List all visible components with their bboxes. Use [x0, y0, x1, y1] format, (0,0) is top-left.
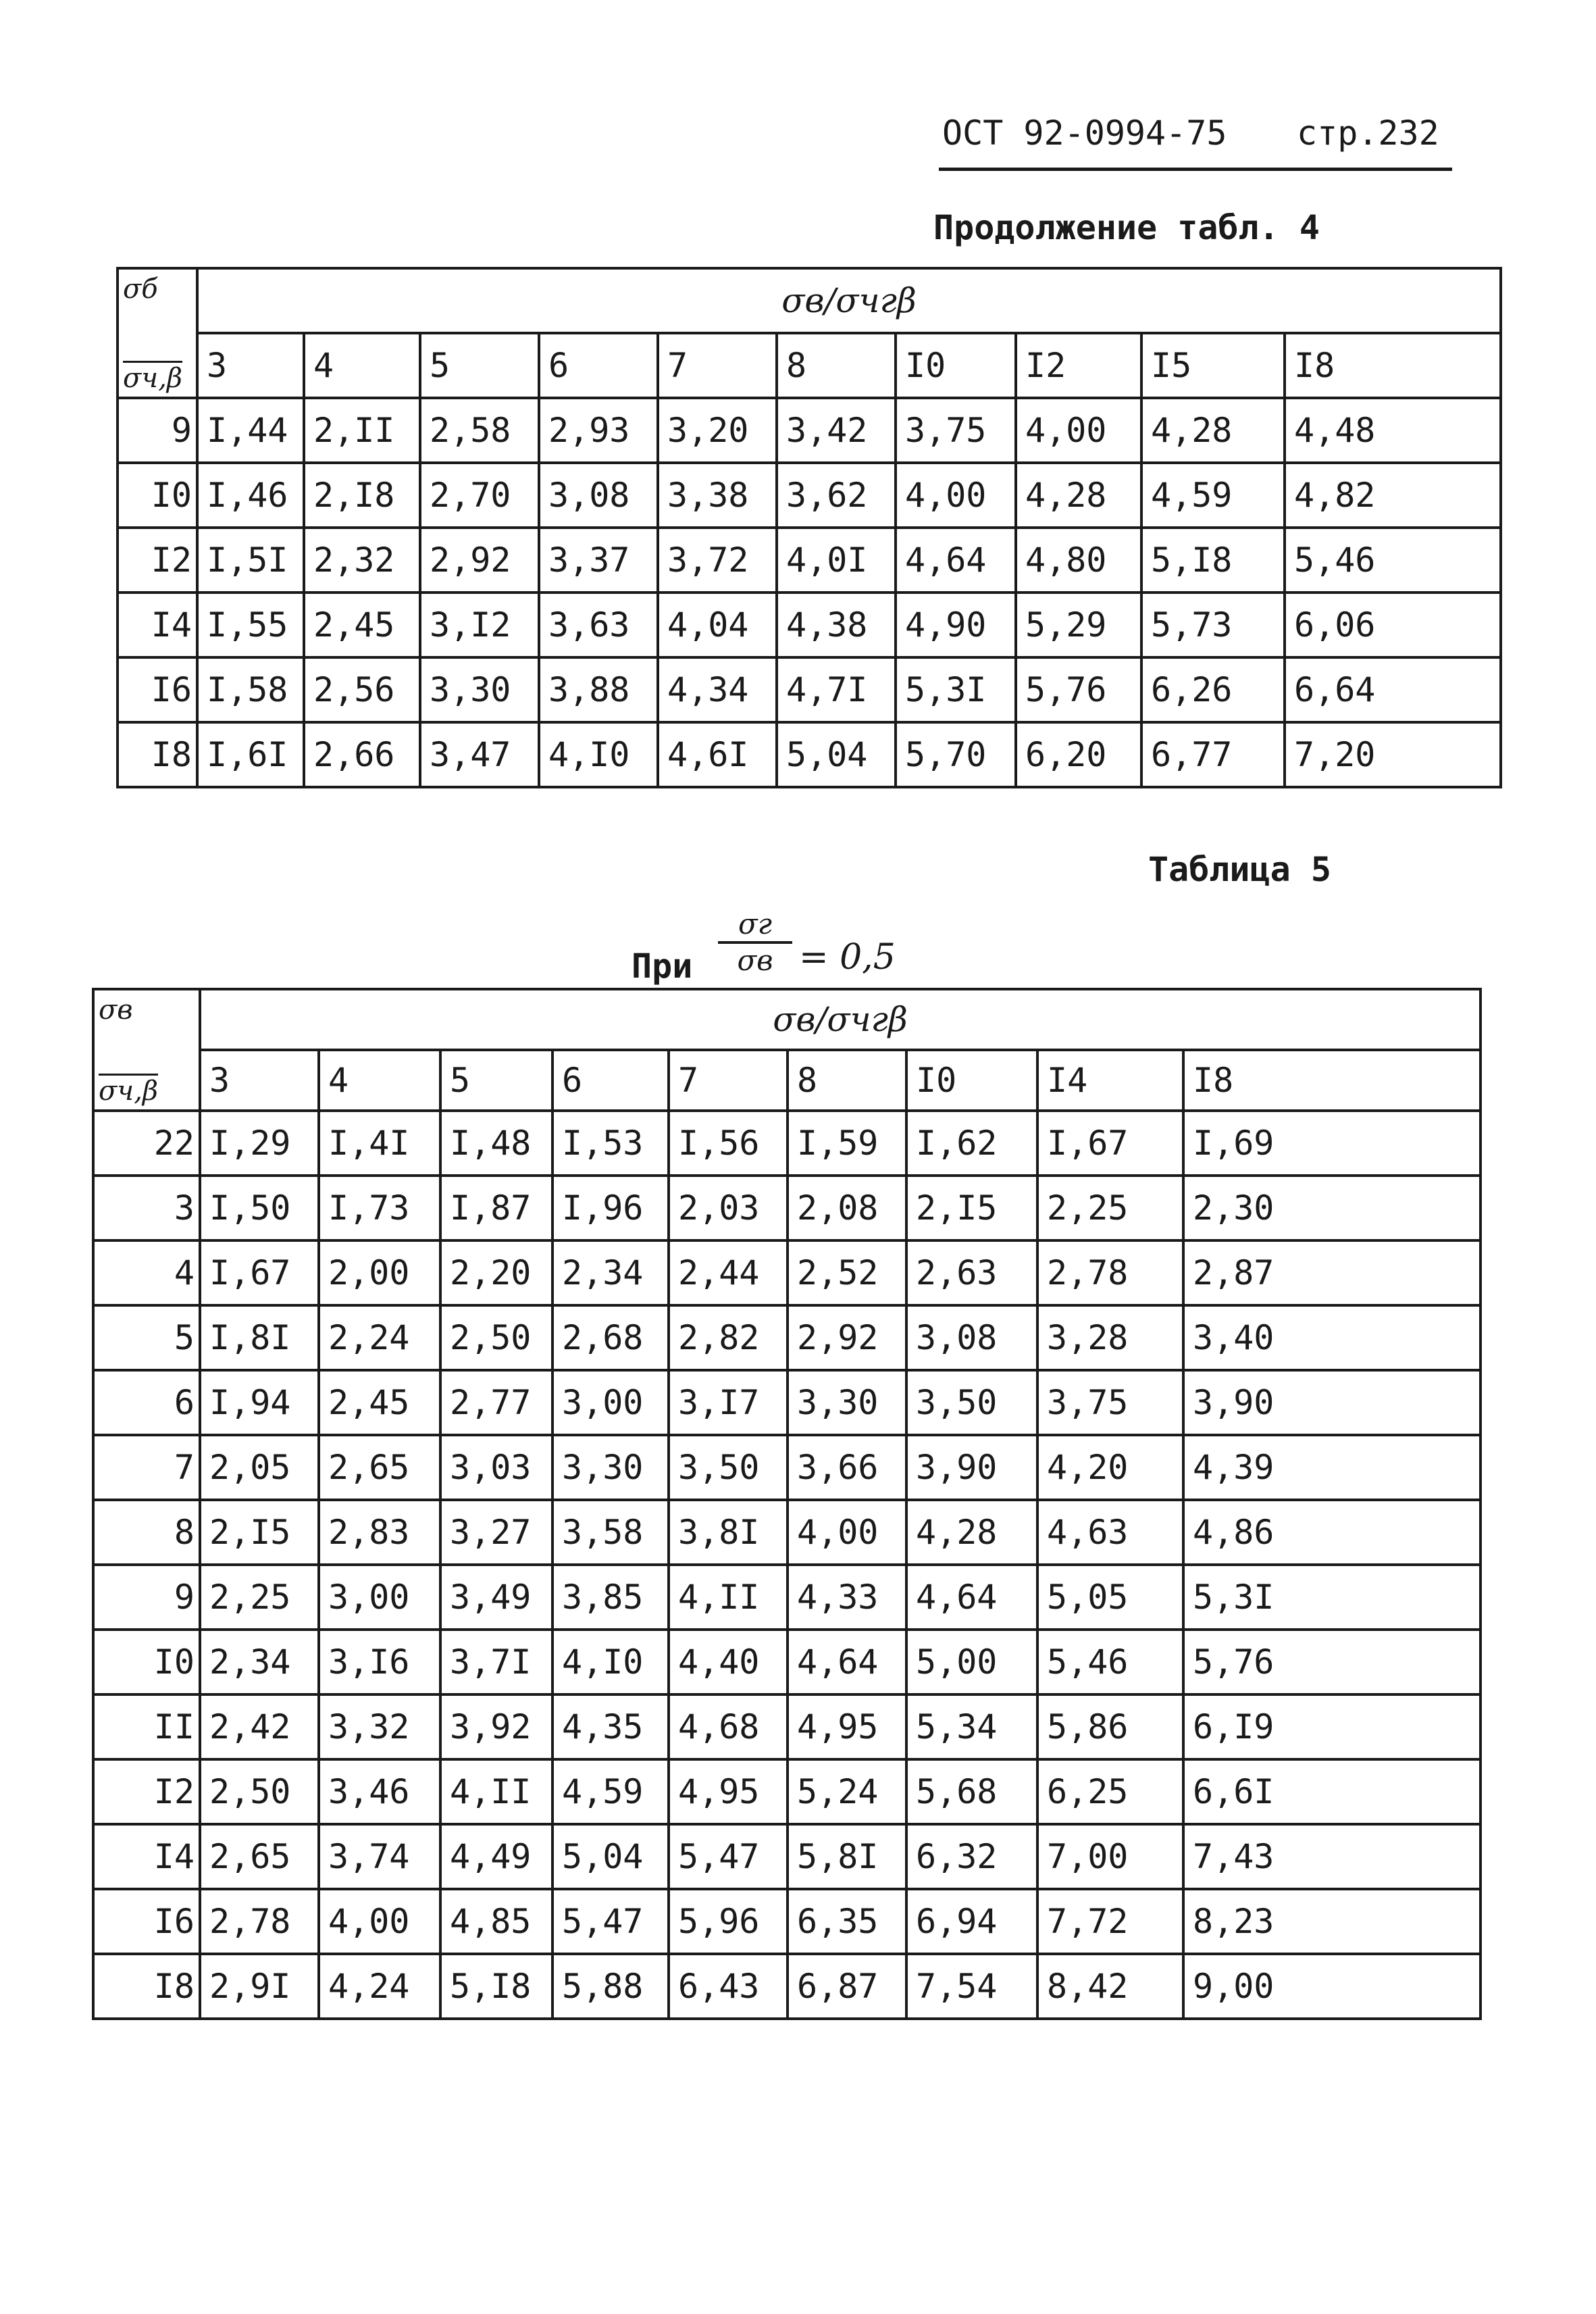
table-cell: 5,34	[906, 1694, 1037, 1759]
table-cell: 3,62	[777, 463, 896, 528]
table-cell: 2,66	[304, 722, 420, 787]
column-header: 3	[200, 1050, 319, 1111]
table-cell: 4,95	[669, 1759, 788, 1824]
condition-fraction	[718, 907, 792, 978]
table-cell: 3,28	[1037, 1305, 1183, 1370]
table-cell: 3,30	[420, 657, 539, 722]
table-cell: 2,44	[669, 1240, 788, 1305]
table-cell: 4,28	[906, 1500, 1037, 1565]
table-cell: 4,86	[1183, 1500, 1481, 1565]
table-cell: 5,96	[669, 1889, 788, 1954]
table-row	[118, 593, 1501, 657]
table-cell: 4,04	[658, 593, 777, 657]
row-header: 22	[93, 1111, 200, 1176]
row-header: 6	[93, 1370, 200, 1435]
table-cell: 2,78	[1037, 1240, 1183, 1305]
table-cell: 3,00	[319, 1565, 440, 1630]
table-cell: 5,47	[552, 1889, 669, 1954]
table-cell: 5,70	[896, 722, 1016, 787]
table-cell: 5,24	[788, 1759, 906, 1824]
table-cell: 6,77	[1141, 722, 1285, 787]
table-cell: 4,I0	[539, 722, 658, 787]
table-row	[93, 1889, 1481, 1954]
table-cell: 2,I5	[200, 1500, 319, 1565]
table-cell: 2,25	[1037, 1176, 1183, 1240]
table-cell: 3,03	[440, 1435, 552, 1500]
table-cell: 7,54	[906, 1954, 1037, 2019]
condition-denominator: σв	[737, 944, 773, 977]
row-header: I6	[118, 657, 197, 722]
table-cell: 5,76	[1016, 657, 1141, 722]
table-cell: 5,47	[669, 1824, 788, 1889]
table-cell: 5,76	[1183, 1630, 1481, 1694]
table-cell: 5,8I	[788, 1824, 906, 1889]
table-cell: 2,45	[319, 1370, 440, 1435]
table-cell: 3,75	[1037, 1370, 1183, 1435]
table5-corner-header	[93, 989, 200, 1111]
table-cell: I,5I	[197, 528, 304, 593]
table-row	[93, 1954, 1481, 2019]
table-cell: 4,49	[440, 1824, 552, 1889]
table4-caption: Продолжение табл. 4	[933, 208, 1320, 247]
table-cell: 4,38	[777, 593, 896, 657]
table-cell: 2,63	[906, 1240, 1037, 1305]
table-cell: 6,64	[1285, 657, 1501, 722]
row-header: 9	[93, 1565, 200, 1630]
table-cell: 4,80	[1016, 528, 1141, 593]
table4-corner-bottom: σч,β	[123, 361, 182, 394]
table-cell: 4,00	[896, 463, 1016, 528]
table-cell: 9,00	[1183, 1954, 1481, 2019]
table-cell: I,44	[197, 398, 304, 463]
table-cell: 3,90	[906, 1435, 1037, 1500]
table-cell: I,6I	[197, 722, 304, 787]
table-cell: 3,08	[906, 1305, 1037, 1370]
table-cell: 3,72	[658, 528, 777, 593]
column-header: I8	[1285, 333, 1501, 398]
table-cell: 3,50	[906, 1370, 1037, 1435]
table-cell: 2,83	[319, 1500, 440, 1565]
table-cell: 4,0I	[777, 528, 896, 593]
column-header: I8	[1183, 1050, 1481, 1111]
table5-body	[93, 1111, 1481, 2019]
table-cell: 5,00	[906, 1630, 1037, 1694]
table-cell: 4,00	[788, 1500, 906, 1565]
table-cell: 4,II	[669, 1565, 788, 1630]
column-header: I0	[896, 333, 1016, 398]
column-header: 6	[552, 1050, 669, 1111]
table-row	[118, 528, 1501, 593]
table-cell: 2,I5	[906, 1176, 1037, 1240]
table-cell: I,96	[552, 1176, 669, 1240]
table-row	[93, 1565, 1481, 1630]
column-header: 4	[319, 1050, 440, 1111]
table-row	[93, 1111, 1481, 1176]
table-cell: I,67	[1037, 1111, 1183, 1176]
table-cell: 3,49	[440, 1565, 552, 1630]
table-cell: 3,66	[788, 1435, 906, 1500]
table4-body	[118, 398, 1501, 787]
table-cell: 3,90	[1183, 1370, 1481, 1435]
table-row	[93, 1694, 1481, 1759]
table-cell: 4,90	[896, 593, 1016, 657]
table-row	[118, 398, 1501, 463]
table-cell: 3,30	[788, 1370, 906, 1435]
table-cell: 2,25	[200, 1565, 319, 1630]
table-cell: 3,27	[440, 1500, 552, 1565]
table-cell: 2,82	[669, 1305, 788, 1370]
table5	[92, 988, 1482, 2020]
table-cell: 5,3I	[1183, 1565, 1481, 1630]
row-header: 4	[93, 1240, 200, 1305]
table-cell: 4,34	[658, 657, 777, 722]
table-cell: 5,04	[777, 722, 896, 787]
table-cell: 5,88	[552, 1954, 669, 2019]
document-code: ОСТ 92-0994-75	[942, 114, 1227, 153]
table-cell: 2,32	[304, 528, 420, 593]
table-cell: 4,64	[906, 1565, 1037, 1630]
table-cell: I,58	[197, 657, 304, 722]
row-header: I8	[93, 1954, 200, 2019]
table-cell: 3,08	[539, 463, 658, 528]
table-cell: 5,04	[552, 1824, 669, 1889]
column-header: I2	[1016, 333, 1141, 398]
table-row	[93, 1305, 1481, 1370]
table-cell: 5,05	[1037, 1565, 1183, 1630]
table-cell: 6,06	[1285, 593, 1501, 657]
table-cell: 5,68	[906, 1759, 1037, 1824]
table-cell: 2,45	[304, 593, 420, 657]
column-header: 8	[788, 1050, 906, 1111]
column-header: 7	[658, 333, 777, 398]
table-cell: 3,92	[440, 1694, 552, 1759]
table-cell: 4,35	[552, 1694, 669, 1759]
column-header: I0	[906, 1050, 1037, 1111]
table-cell: 3,75	[896, 398, 1016, 463]
table-row	[93, 1176, 1481, 1240]
table-row	[93, 1435, 1481, 1500]
table-cell: 3,50	[669, 1435, 788, 1500]
table-cell: 4,33	[788, 1565, 906, 1630]
condition-prefix: При	[632, 947, 693, 986]
table-cell: 2,78	[200, 1889, 319, 1954]
table-cell: I,50	[200, 1176, 319, 1240]
table-cell: 2,II	[304, 398, 420, 463]
table-cell: 8,42	[1037, 1954, 1183, 2019]
table-row	[93, 1370, 1481, 1435]
table-row	[118, 657, 1501, 722]
table-cell: I,4I	[319, 1111, 440, 1176]
table-cell: 2,50	[440, 1305, 552, 1370]
table-cell: 2,68	[552, 1305, 669, 1370]
table-row	[118, 463, 1501, 528]
table-cell: 4,24	[319, 1954, 440, 2019]
table-cell: 3,I7	[669, 1370, 788, 1435]
column-header: I5	[1141, 333, 1285, 398]
table5-corner-bottom: σч,β	[99, 1074, 158, 1107]
table-cell: 6,87	[788, 1954, 906, 2019]
table-cell: 4,00	[319, 1889, 440, 1954]
table-cell: 3,37	[539, 528, 658, 593]
table-cell: I,69	[1183, 1111, 1481, 1176]
table-cell: 3,42	[777, 398, 896, 463]
table-cell: 6,94	[906, 1889, 1037, 1954]
table-cell: 4,95	[788, 1694, 906, 1759]
row-header: 5	[93, 1305, 200, 1370]
table4-column-headers	[118, 333, 1501, 398]
table-cell: 2,87	[1183, 1240, 1481, 1305]
table-cell: I,53	[552, 1111, 669, 1176]
table-cell: 5,I8	[1141, 528, 1285, 593]
column-header: 3	[197, 333, 304, 398]
table-cell: 4,28	[1141, 398, 1285, 463]
table-cell: 2,56	[304, 657, 420, 722]
condition-value: = 0,5	[799, 937, 896, 978]
condition-numerator: σг	[718, 907, 792, 944]
table-row	[93, 1240, 1481, 1305]
table-cell: 2,42	[200, 1694, 319, 1759]
table-cell: 2,03	[669, 1176, 788, 1240]
table-cell: 4,68	[669, 1694, 788, 1759]
table-cell: 4,20	[1037, 1435, 1183, 1500]
table-cell: 4,48	[1285, 398, 1501, 463]
table-cell: 5,I8	[440, 1954, 552, 2019]
table-cell: 5,46	[1285, 528, 1501, 593]
table-cell: 2,20	[440, 1240, 552, 1305]
table-cell: 3,32	[319, 1694, 440, 1759]
row-header: I8	[118, 722, 197, 787]
table-cell: 3,47	[420, 722, 539, 787]
column-header: 4	[304, 333, 420, 398]
table4-corner-top: σб	[123, 274, 158, 305]
table-cell: 3,38	[658, 463, 777, 528]
row-header: I0	[118, 463, 197, 528]
table5-column-headers	[93, 1050, 1481, 1111]
table-cell: 7,72	[1037, 1889, 1183, 1954]
row-header: 3	[93, 1176, 200, 1240]
table-cell: I,55	[197, 593, 304, 657]
table-cell: 4,28	[1016, 463, 1141, 528]
table-cell: 5,73	[1141, 593, 1285, 657]
table-cell: 2,9I	[200, 1954, 319, 2019]
table-cell: 7,20	[1285, 722, 1501, 787]
table5-span-header: σв/σчгβ	[200, 989, 1481, 1050]
table-cell: I,8I	[200, 1305, 319, 1370]
column-header: 5	[420, 333, 539, 398]
table-cell: 4,40	[669, 1630, 788, 1694]
table-cell: 4,64	[788, 1630, 906, 1694]
table-cell: 2,00	[319, 1240, 440, 1305]
row-header: 8	[93, 1500, 200, 1565]
table5-corner-top: σв	[99, 995, 133, 1026]
row-header: II	[93, 1694, 200, 1759]
table-cell: 3,I6	[319, 1630, 440, 1694]
table-cell: 2,05	[200, 1435, 319, 1500]
table-cell: 2,24	[319, 1305, 440, 1370]
row-header: I2	[93, 1759, 200, 1824]
table-cell: 2,30	[1183, 1176, 1481, 1240]
row-header: I2	[118, 528, 197, 593]
table-cell: 3,46	[319, 1759, 440, 1824]
table-cell: 6,25	[1037, 1759, 1183, 1824]
table-cell: 3,20	[658, 398, 777, 463]
table-cell: 3,63	[539, 593, 658, 657]
row-header: 7	[93, 1435, 200, 1500]
table-cell: I,73	[319, 1176, 440, 1240]
table-cell: 3,88	[539, 657, 658, 722]
table-cell: 6,35	[788, 1889, 906, 1954]
column-header: I4	[1037, 1050, 1183, 1111]
table-cell: 2,08	[788, 1176, 906, 1240]
table-cell: 2,58	[420, 398, 539, 463]
table-cell: 2,93	[539, 398, 658, 463]
table-cell: 2,34	[200, 1630, 319, 1694]
table-cell: 5,46	[1037, 1630, 1183, 1694]
table-cell: 4,I0	[552, 1630, 669, 1694]
table-cell: I,48	[440, 1111, 552, 1176]
row-header: I0	[93, 1630, 200, 1694]
table-cell: 4,39	[1183, 1435, 1481, 1500]
table-cell: 2,65	[200, 1824, 319, 1889]
table-cell: 8,23	[1183, 1889, 1481, 1954]
table-cell: 2,70	[420, 463, 539, 528]
table-row	[93, 1630, 1481, 1694]
page-number: стр.232	[1297, 114, 1439, 153]
row-header: 9	[118, 398, 197, 463]
table-row	[93, 1500, 1481, 1565]
table-cell: I,94	[200, 1370, 319, 1435]
table-cell: 3,30	[552, 1435, 669, 1500]
table-cell: 4,64	[896, 528, 1016, 593]
column-header: 5	[440, 1050, 552, 1111]
table-cell: I,62	[906, 1111, 1037, 1176]
table-cell: 2,50	[200, 1759, 319, 1824]
table-cell: 4,6I	[658, 722, 777, 787]
table4-corner-header	[118, 268, 197, 398]
table4	[116, 267, 1502, 788]
column-header: 8	[777, 333, 896, 398]
header-rule	[939, 168, 1452, 171]
row-header: I4	[118, 593, 197, 657]
table-cell: 6,43	[669, 1954, 788, 2019]
table-cell: 2,92	[788, 1305, 906, 1370]
table-cell: I,87	[440, 1176, 552, 1240]
table-cell: 7,00	[1037, 1824, 1183, 1889]
table4-span-header: σв/σчгβ	[197, 268, 1501, 333]
column-header: 7	[669, 1050, 788, 1111]
table-cell: 4,59	[552, 1759, 669, 1824]
table-cell: 6,6I	[1183, 1759, 1481, 1824]
table-cell: 4,II	[440, 1759, 552, 1824]
table-cell: 3,00	[552, 1370, 669, 1435]
table-cell: 7,43	[1183, 1824, 1481, 1889]
table-cell: I,46	[197, 463, 304, 528]
table-cell: 3,8I	[669, 1500, 788, 1565]
table-cell: 3,85	[552, 1565, 669, 1630]
table-cell: 4,63	[1037, 1500, 1183, 1565]
table-cell: 2,I8	[304, 463, 420, 528]
table-cell: I,67	[200, 1240, 319, 1305]
table-cell: 6,I9	[1183, 1694, 1481, 1759]
table-cell: 2,65	[319, 1435, 440, 1500]
row-header: I4	[93, 1824, 200, 1889]
table-row	[93, 1824, 1481, 1889]
table-cell: 4,7I	[777, 657, 896, 722]
table-cell: 3,74	[319, 1824, 440, 1889]
table-cell: 3,I2	[420, 593, 539, 657]
table-cell: I,29	[200, 1111, 319, 1176]
table-cell: 5,3I	[896, 657, 1016, 722]
table5-caption: Таблица 5	[1148, 850, 1331, 889]
table-cell: 4,82	[1285, 463, 1501, 528]
table-cell: 4,59	[1141, 463, 1285, 528]
column-header: 6	[539, 333, 658, 398]
table-cell: 4,85	[440, 1889, 552, 1954]
table-cell: 5,86	[1037, 1694, 1183, 1759]
table-cell: 2,92	[420, 528, 539, 593]
table-cell: 6,26	[1141, 657, 1285, 722]
table-cell: 4,00	[1016, 398, 1141, 463]
table-cell: 2,77	[440, 1370, 552, 1435]
table-cell: 2,34	[552, 1240, 669, 1305]
table-cell: 3,58	[552, 1500, 669, 1565]
table-row	[118, 722, 1501, 787]
table-cell: 6,32	[906, 1824, 1037, 1889]
table-cell: 2,52	[788, 1240, 906, 1305]
table-cell: 3,7I	[440, 1630, 552, 1694]
table-row	[93, 1759, 1481, 1824]
row-header: I6	[93, 1889, 200, 1954]
table-cell: 5,29	[1016, 593, 1141, 657]
table-cell: 6,20	[1016, 722, 1141, 787]
table-cell: I,59	[788, 1111, 906, 1176]
table-cell: I,56	[669, 1111, 788, 1176]
table-cell: 3,40	[1183, 1305, 1481, 1370]
